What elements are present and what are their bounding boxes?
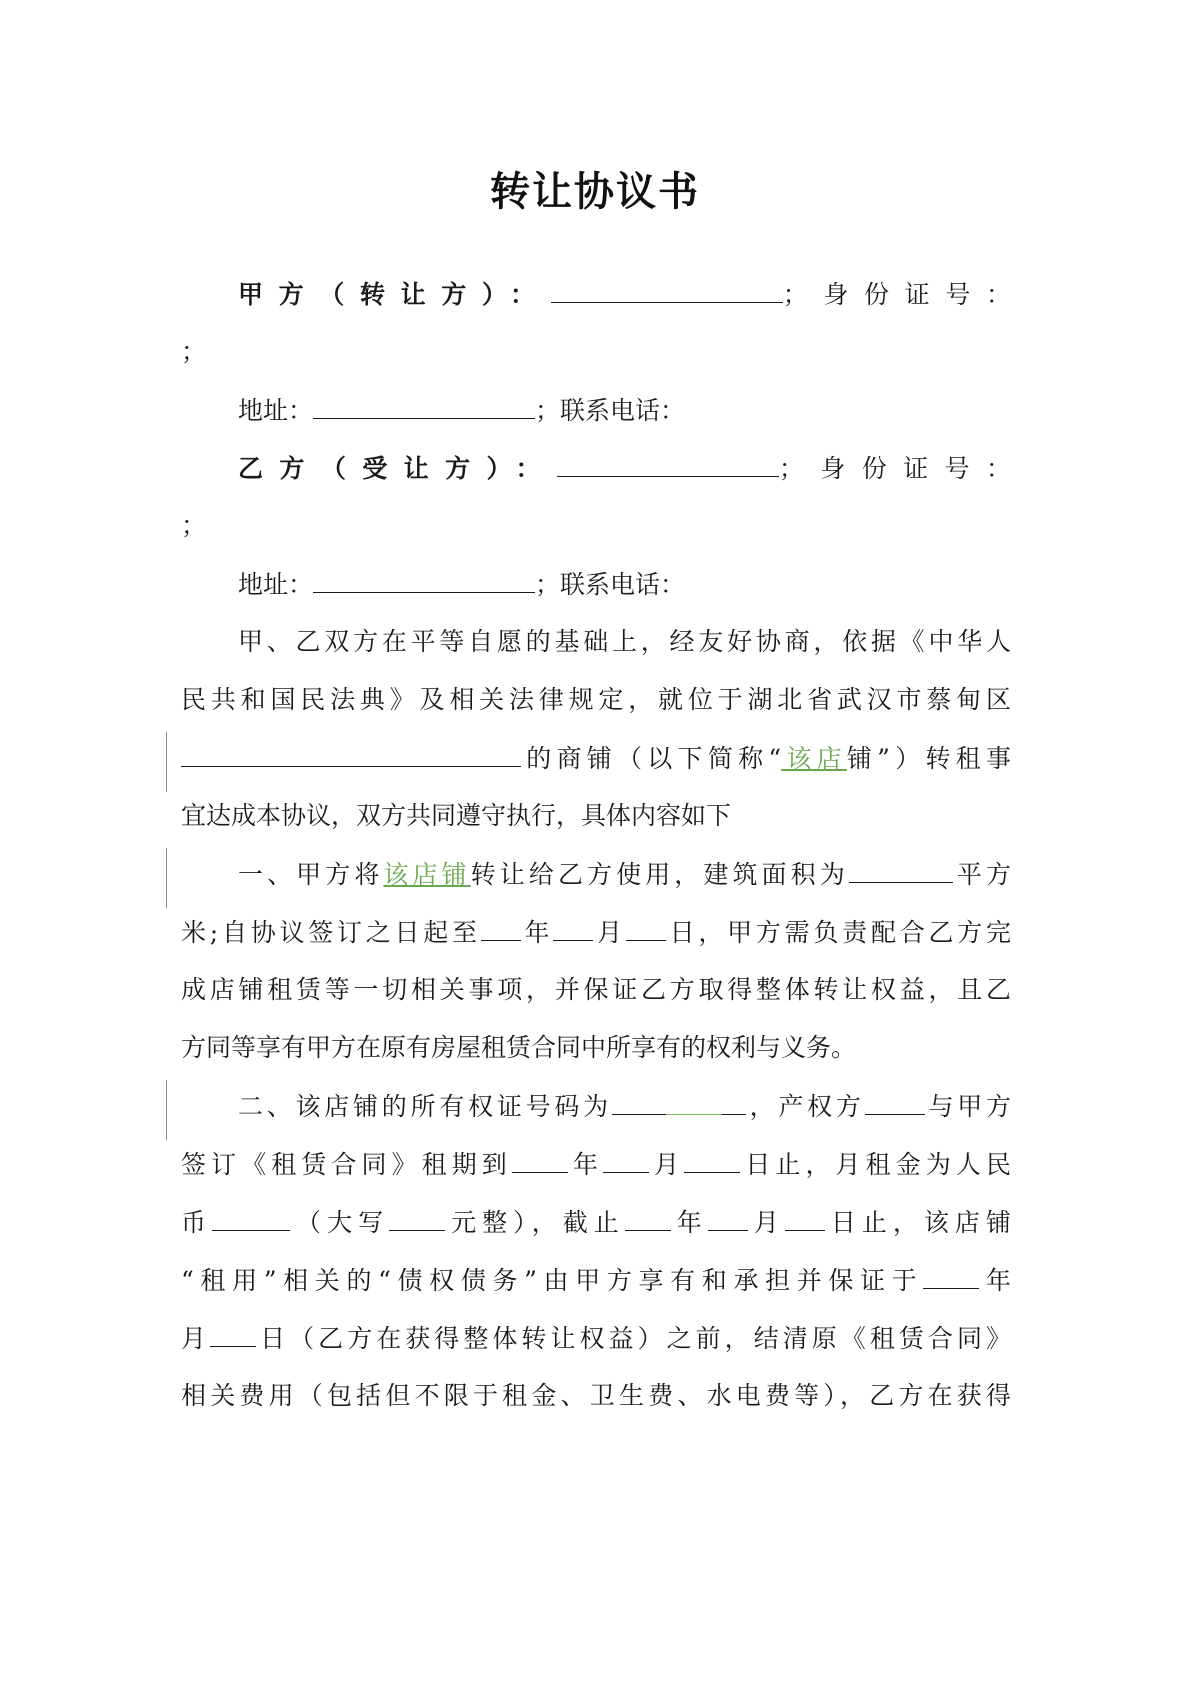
area-blank[interactable] bbox=[849, 856, 953, 883]
clause-text: 米;自协议签订之日起至 bbox=[181, 918, 481, 947]
lease-year-blank[interactable] bbox=[512, 1146, 568, 1173]
party-b-phone-label: ；联系电话： bbox=[535, 570, 686, 599]
clause-2-line-2 bbox=[181, 1146, 1011, 1183]
clause-text: 签订《租赁合同》租期到 bbox=[181, 1150, 512, 1179]
rent-amount-blank[interactable] bbox=[212, 1204, 290, 1231]
clause-text: 年 bbox=[520, 918, 554, 947]
certificate-blank-3[interactable] bbox=[722, 1088, 746, 1115]
shop-reference-link[interactable]: 该店铺 bbox=[383, 860, 471, 889]
certificate-blank-2[interactable] bbox=[666, 1088, 722, 1115]
lease-day-blank[interactable] bbox=[684, 1146, 740, 1173]
clause-text: 二、该店铺的所有权证号码为 bbox=[238, 1092, 612, 1121]
clause-text: 与甲方 bbox=[924, 1092, 1011, 1121]
party-b-address-line bbox=[238, 566, 1011, 603]
party-b-id-label: ；身份证号： bbox=[778, 454, 1011, 483]
preamble-text: 铺”）转租事 bbox=[846, 744, 1011, 773]
shop-location-blank[interactable] bbox=[181, 740, 521, 767]
preamble-line-4: 宜达成本协议，双方共同遵守执行，具体内容如下 bbox=[181, 801, 732, 830]
party-a-label: 甲方（转让方）： bbox=[238, 280, 551, 309]
party-b-name-blank[interactable] bbox=[557, 450, 779, 477]
revision-mark bbox=[166, 1080, 167, 1140]
clause-1-line-3: 成店铺租赁等一切相关事项，并保证乙方取得整体转让权益，且乙 bbox=[181, 975, 1011, 1004]
clause-text: 元整），截止 bbox=[445, 1208, 625, 1237]
clause-text: ，产权方 bbox=[745, 1092, 865, 1121]
clause-1-line-4: 方同等享有甲方在原有房屋租赁合同中所享有的权利与义务。 bbox=[181, 1033, 857, 1062]
preamble-line-3 bbox=[181, 740, 1011, 777]
clause-text: 日止，该店铺 bbox=[824, 1208, 1011, 1237]
clause-text: 年 bbox=[979, 1266, 1011, 1295]
lease-month-blank[interactable] bbox=[603, 1146, 649, 1173]
clause-text: 月 bbox=[747, 1208, 785, 1237]
clause-text: 月 bbox=[649, 1150, 685, 1179]
clause-2-line-1 bbox=[238, 1088, 1011, 1125]
clause-2-line-5 bbox=[181, 1320, 1011, 1357]
settle-year-blank[interactable] bbox=[923, 1262, 979, 1289]
clause-text: 平方 bbox=[952, 860, 1011, 889]
party-a-phone-label: ；联系电话： bbox=[535, 396, 686, 425]
clause-text: 币 bbox=[181, 1208, 213, 1237]
party-a-name-blank[interactable] bbox=[551, 276, 783, 303]
year-blank[interactable] bbox=[481, 914, 521, 941]
party-a-id-label: ；身份证号： bbox=[782, 280, 1011, 309]
party-a-line bbox=[238, 276, 1011, 313]
clause-text: 一、甲方将 bbox=[238, 860, 384, 889]
party-a-id-end: ； bbox=[181, 337, 207, 366]
party-a-address-label: 地址： bbox=[238, 396, 314, 425]
document-title: 转让协议书 bbox=[490, 169, 700, 215]
clause-text: （大写 bbox=[290, 1208, 390, 1237]
shop-reference-link[interactable]: 该店 bbox=[781, 744, 847, 773]
preamble-text: 的商铺（以下简称“ bbox=[521, 744, 782, 773]
cutoff-day-blank[interactable] bbox=[785, 1204, 825, 1231]
clause-1-line-1 bbox=[238, 856, 1011, 893]
party-b-address-blank[interactable] bbox=[313, 566, 535, 593]
revision-mark bbox=[166, 848, 167, 908]
clause-2-line-3 bbox=[181, 1204, 1011, 1241]
preamble-line-2: 民共和国民法典》及相关法律规定，就位于湖北省武汉市蔡甸区 bbox=[181, 685, 1011, 714]
settle-month-blank[interactable] bbox=[210, 1320, 256, 1347]
clause-text: 日止，月租金为人民 bbox=[740, 1150, 1011, 1179]
clause-2-line-4 bbox=[181, 1262, 1011, 1299]
clause-text: 日，甲方需负责配合乙方完 bbox=[665, 918, 1011, 947]
clause-text: 年 bbox=[670, 1208, 708, 1237]
party-b-label: 乙方（受让方）： bbox=[238, 454, 557, 483]
party-b-line bbox=[238, 450, 1011, 487]
cutoff-year-blank[interactable] bbox=[625, 1204, 671, 1231]
clause-text: 转让给乙方使用，建筑面积为 bbox=[470, 860, 849, 889]
clause-text: 月 bbox=[181, 1324, 211, 1353]
rent-words-blank[interactable] bbox=[389, 1204, 445, 1231]
party-a-address-blank[interactable] bbox=[313, 392, 535, 419]
party-b-address-label: 地址： bbox=[238, 570, 314, 599]
party-a-address-line bbox=[238, 392, 1011, 429]
clause-text: 月 bbox=[593, 918, 626, 947]
clause-text: 日（乙方在获得整体转让权益）之前，结清原《租赁合同》 bbox=[256, 1324, 1011, 1353]
revision-mark bbox=[166, 732, 167, 792]
clause-1-line-2 bbox=[181, 914, 1011, 951]
clause-text: “租用”相关的“债权债务”由甲方享有和承担并保证于 bbox=[181, 1266, 924, 1295]
party-b-id-end: ； bbox=[181, 511, 207, 540]
month-blank[interactable] bbox=[553, 914, 593, 941]
owner-blank[interactable] bbox=[865, 1088, 925, 1115]
preamble-line-1: 甲、乙双方在平等自愿的基础上，经友好协商，依据《中华人 bbox=[238, 627, 1011, 656]
certificate-blank-1[interactable] bbox=[612, 1088, 666, 1115]
day-blank[interactable] bbox=[626, 914, 666, 941]
cutoff-month-blank[interactable] bbox=[708, 1204, 748, 1231]
clause-text: 年 bbox=[567, 1150, 604, 1179]
clause-2-line-6: 相关费用（包括但不限于租金、卫生费、水电费等），乙方在获得 bbox=[181, 1381, 1011, 1410]
